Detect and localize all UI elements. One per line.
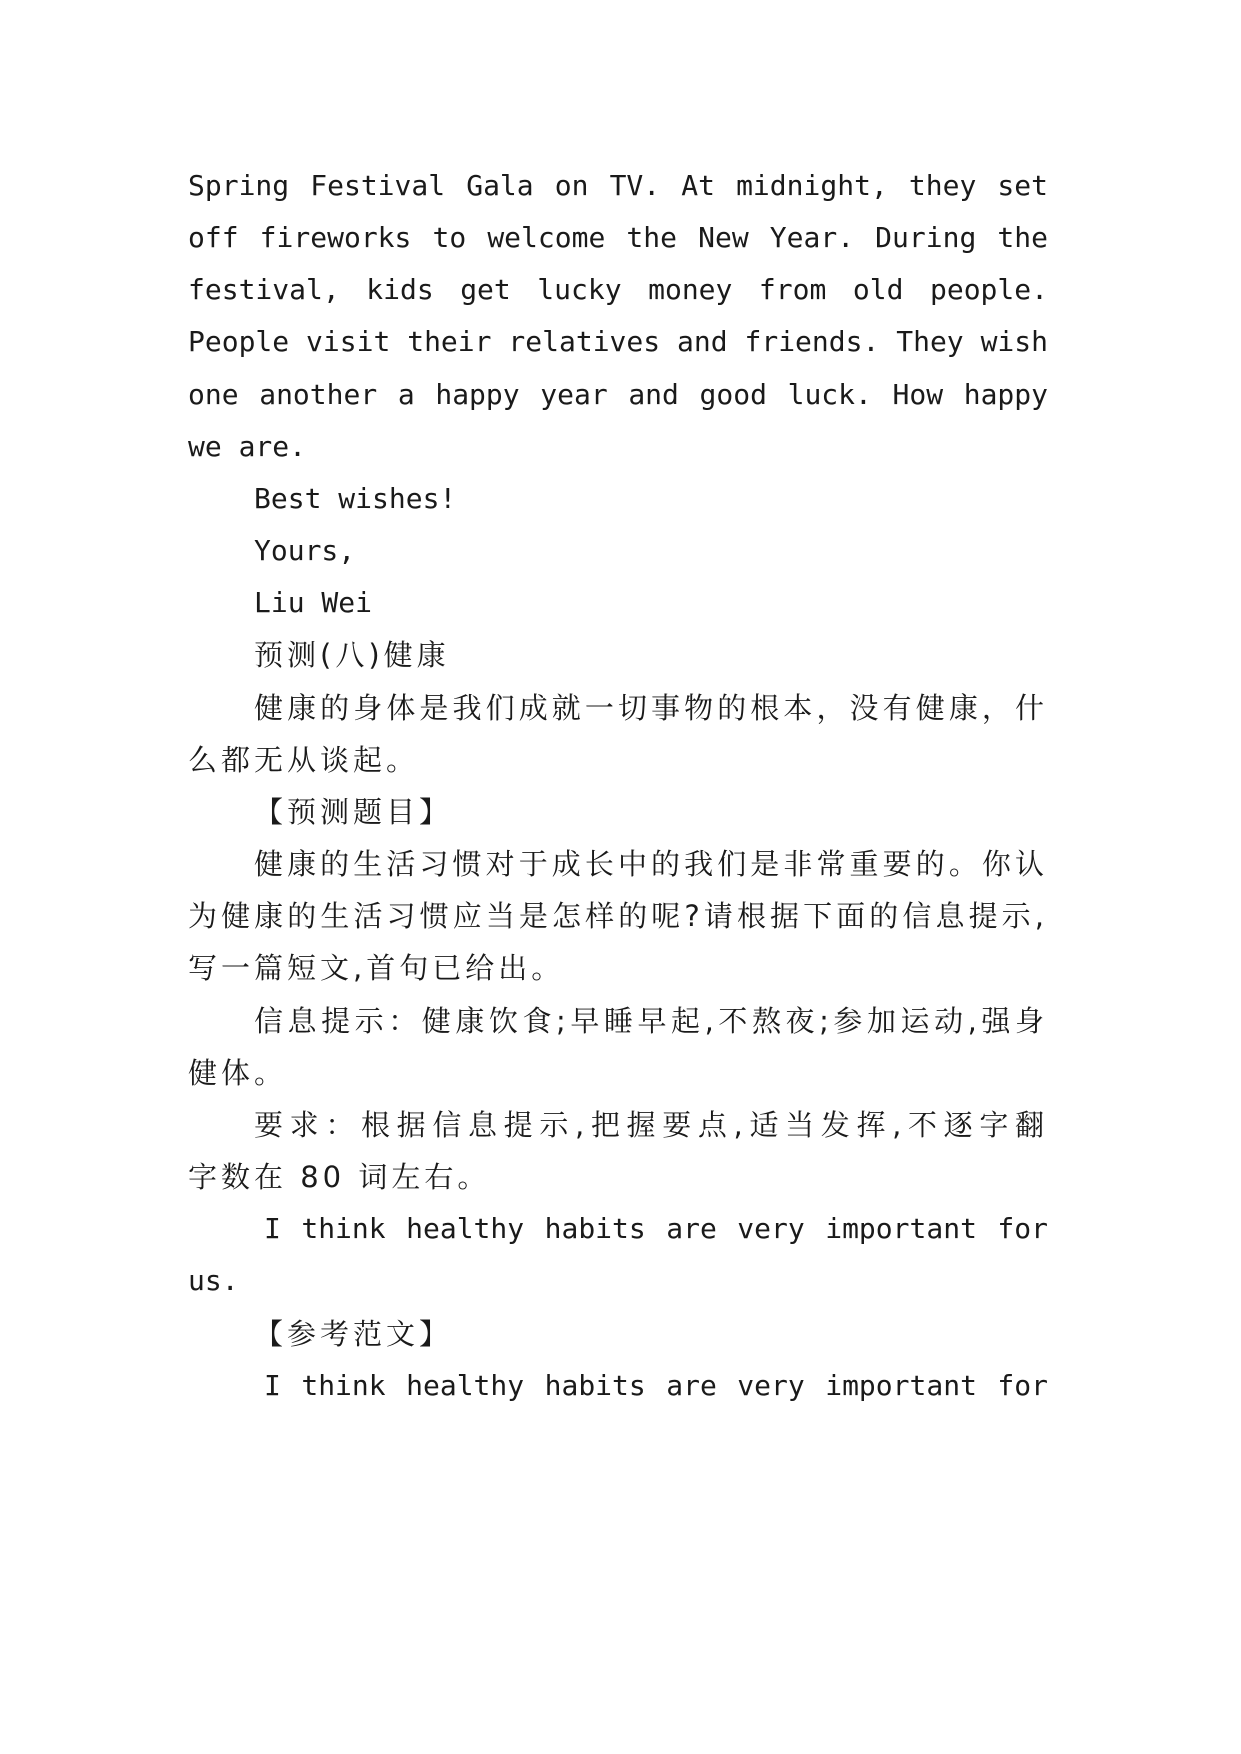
section-heading: 【参考范文】 (254, 1317, 453, 1351)
text-line: I think healthy habits are very important for (264, 1212, 1048, 1245)
text-line: 健康的生活习惯对于成长中的我们是非常重要的。你认 (254, 847, 1048, 881)
section-heading: 预测(八)健康 (254, 638, 450, 672)
text-line: 信息提示：健康饮食;早睡早起,不熬夜;参加运动,强身 (254, 1004, 1048, 1038)
closing-line: Best wishes! (254, 482, 457, 515)
text-line: 写一篇短文,首句已给出。 (188, 951, 565, 985)
text-line: 健康的身体是我们成就一切事物的根本，没有健康，什 (254, 691, 1048, 725)
text-line: 要求：根据信息提示,把握要点,适当发挥,不逐字翻 (254, 1108, 1048, 1142)
text-line: us. (188, 1264, 239, 1297)
section-heading: 【预测题目】 (254, 795, 453, 829)
text-line: 为健康的生活习惯应当是怎样的呢?请根据下面的信息提示, (188, 899, 1048, 933)
text-line: off fireworks to welcome the New Year. During the (188, 221, 1048, 254)
text-line: one another a happy year and good luck. How happy (188, 378, 1048, 411)
signature-name: Liu Wei (254, 586, 373, 619)
text-line: 字数在 80 词左右。 (188, 1160, 491, 1194)
text-line: People visit their relatives and friends. They wish (188, 325, 1048, 358)
text-line: we are. (188, 430, 307, 463)
text-line: 么都无从谈起。 (188, 743, 420, 777)
text-line: 健体。 (188, 1056, 288, 1090)
text-line: I think healthy habits are very important for (264, 1369, 1048, 1402)
text-line: Spring Festival Gala on TV. At midnight, they set (188, 169, 1048, 202)
closing-line: Yours, (254, 534, 356, 567)
text-line: festival, kids get lucky money from old people. (188, 273, 1048, 306)
